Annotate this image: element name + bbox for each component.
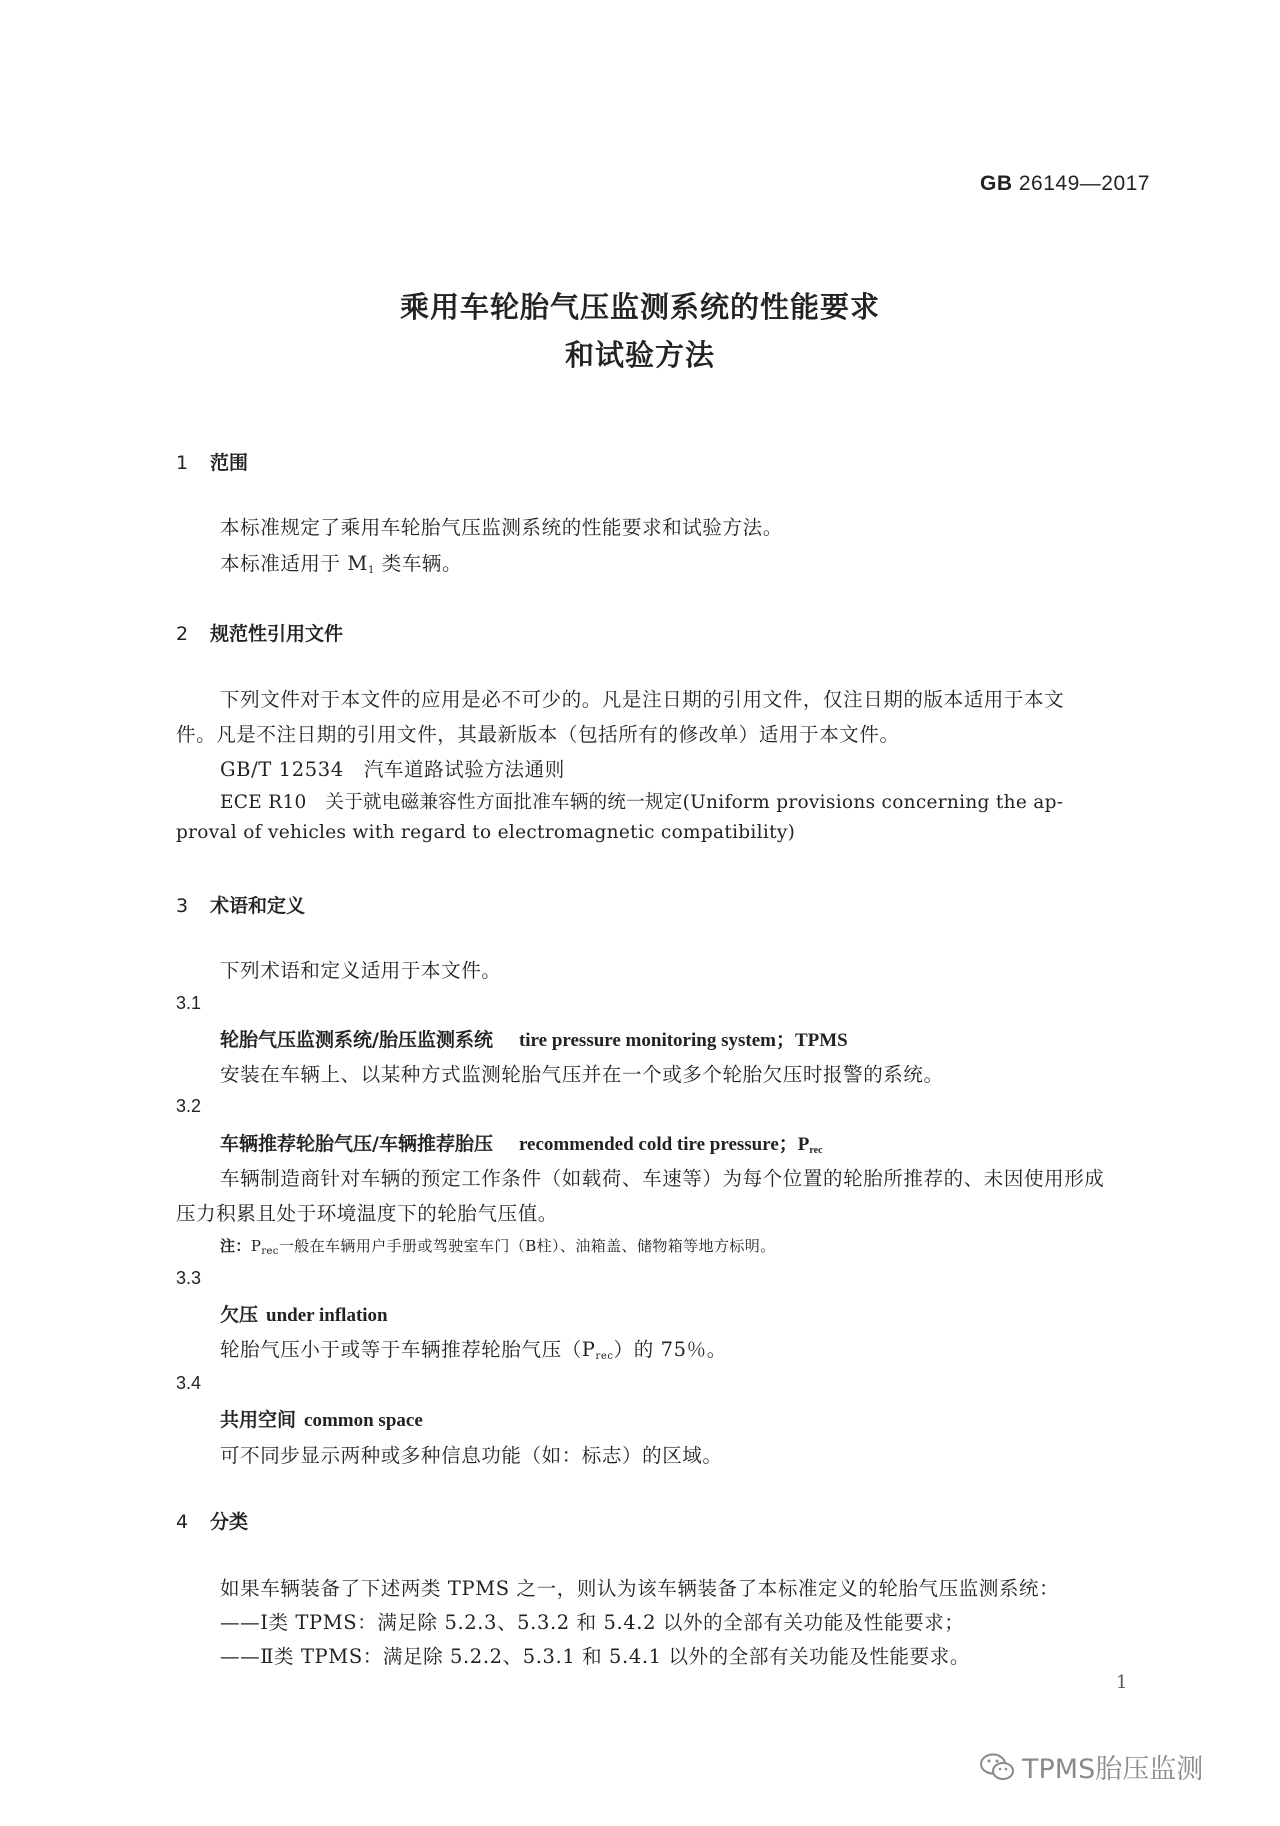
- section-number: 3: [176, 895, 189, 917]
- section-3-heading: [176, 891, 305, 918]
- paragraph: 下列术语和定义适用于本文件。: [220, 959, 502, 982]
- section-title: 规范性引用文件: [210, 623, 344, 645]
- std-number: 26149—2017: [1018, 172, 1150, 195]
- term-definition: 车辆制造商针对车辆的预定工作条件（如载荷、车速等）为每个位置的轮胎所推荐的、未因使用形成: [220, 1167, 1105, 1190]
- reference-item: GB/T 12534 汽车道路试验方法通则: [220, 758, 565, 781]
- page-number: 1: [1116, 1672, 1128, 1693]
- section-title: 术语和定义: [210, 895, 306, 917]
- paragraph: 件。凡是不注日期的引用文件，其最新版本（包括所有的修改单）适用于本文件。: [176, 723, 900, 746]
- list-item: ——Ⅰ类 TPMS：满足除 5.2.3、5.3.2 和 5.4.2 以外的全部有关功能及性能要求；: [220, 1611, 965, 1634]
- term-definition: 安装在车辆上、以某种方式监测轮胎气压并在一个或多个轮胎欠压时报警的系统。: [220, 1063, 944, 1086]
- doc-title-line1: 乘用车轮胎气压监测系统的性能要求: [399, 290, 880, 324]
- paragraph: 本标准规定了乘用车轮胎气压监测系统的性能要求和试验方法。: [220, 516, 783, 539]
- term-definition: 可不同步显示两种或多种信息功能（如：标志）的区域。: [220, 1444, 723, 1467]
- std-prefix: GB: [980, 172, 1013, 195]
- reference-item: proval of vehicles with regard to electromagnetic compatibility): [176, 822, 796, 843]
- paragraph: 如果车辆装备了下述两类 TPMS 之一，则认为该车辆装备了本标准定义的轮胎气压监测系统：: [220, 1577, 1060, 1600]
- paragraph: 下列文件对于本文件的应用是必不可少的。凡是注日期的引用文件，仅注日期的版本适用于本文: [220, 688, 1065, 711]
- term-definition: 轮胎气压小于或等于车辆推荐轮胎气压$(P_{rec})$的 75％。: [220, 1338, 727, 1362]
- clause-number: 3.3: [176, 1268, 202, 1288]
- term-entry: 车辆推荐轮胎气压/车辆推荐胎压 recommended cold tire pressure；$P_{rec}$: [220, 1133, 823, 1156]
- section-number: 2: [176, 623, 189, 645]
- paragraph: 本标准适用于 $M_1$ 类车辆。: [220, 552, 463, 576]
- section-title: 范围: [210, 452, 249, 474]
- reference-item: ECE R10 关于就电磁兼容性方面批准车辆的统一规定(Uniform provisions concerning the ap-: [220, 792, 1064, 813]
- section-number: 1: [176, 452, 189, 474]
- watermark-text: TPMS胎压监测: [1022, 1754, 1204, 1785]
- standard-number: [980, 172, 1150, 196]
- wechat-icon: [978, 1752, 1016, 1782]
- term-entry: 欠压 under inflation: [220, 1304, 388, 1326]
- section-title: 分类: [210, 1511, 249, 1533]
- term-entry: 轮胎气压监测系统/胎压监测系统 tire pressure monitoring system；TPMS: [220, 1029, 848, 1051]
- term-entry: 共用空间 common space: [220, 1409, 423, 1431]
- section-2-heading: [176, 619, 343, 646]
- section-number: 4: [176, 1511, 189, 1533]
- note: 注：$P_{rec}$一般在车辆用户手册或驾驶室车门（B柱）、油箱盖、储物箱等地方标明。: [220, 1237, 776, 1257]
- list-item: ——Ⅱ类 TPMS：满足除 5.2.2、5.3.1 和 5.4.1 以外的全部有关功能及性能要求。: [220, 1645, 970, 1668]
- clause-number: 3.1: [176, 993, 202, 1013]
- clause-number: 3.4: [176, 1373, 202, 1393]
- section-4-heading: [176, 1507, 248, 1534]
- watermark: [978, 1747, 1203, 1786]
- section-1-heading: [176, 448, 248, 475]
- term-definition: 压力积累且处于环境温度下的轮胎气压值。: [176, 1202, 558, 1225]
- doc-title-line2: 和试验方法: [564, 338, 715, 372]
- clause-number: 3.2: [176, 1096, 202, 1116]
